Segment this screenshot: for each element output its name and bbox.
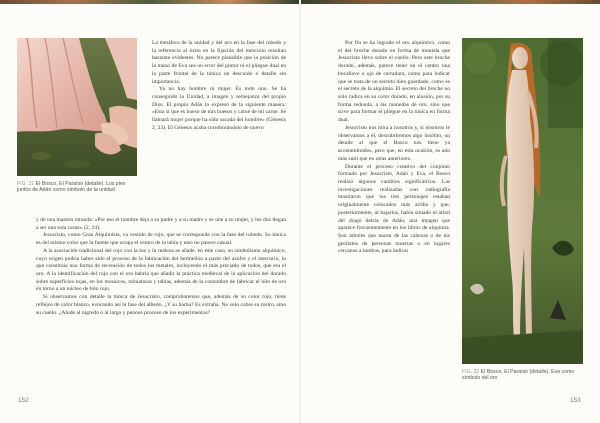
page-number-right: 153	[570, 397, 581, 404]
paragraph: y de una manera rotunda: «Por eso el hombre deja a su padre y a su madre y se une a su mujer, y los dos llegan a ser una sola carne» (2, 24).	[36, 217, 286, 231]
paragraph: Por fin se ha logrado el oro alquímico, como el del broche dorado en forma de moneda que Jesucristo lleva sobre el cuello. Pero este broche dorado, además, parece tener en el centro una bocallave u ojo de cerradura, como para indicar que se trata de un secreto bien guardado, como es el secreto de la alquimia. El secreto del broche no solo radica en su color dorado, en alusión, por su forma redonda, a las monedas de oro, sino que sirve para formar el pliegue en la túnica en forma dual.	[338, 40, 450, 124]
right-column-text	[338, 40, 450, 256]
paragraph: Durante el proceso creativo del conjunto formado por Jesucristo, Adán y Eva, el Bosco realizó algunos cambios significativos. Las investigaciones realizadas con radiografía mostraron que los tres personajes estaban originalmente colocados más arriba y que, posteriormente, al bajarlos, había situado el árbol del drago detrás de Adán, una imagen que aparece frecuentemente en los libros de alquimia. Son árboles que nacen de las cabezas o de los genitales de personas muertas o en lugares cercanos a tumbas, para indicar	[338, 163, 450, 255]
paragraph: Ya no hay hombre ni mujer. Es todo uno. Se ha conseguido la Unidad, a imagen y semejanza del propio Dios. El propio Adán lo expresó de la siguiente manera: «Esta sí que es hueso de mis huesos y carne de mi carne. Se llamará mujer porque ha sido sacada del hombre» (Génesis 2, 23). El Génesis acaba corroborándolo de nuevo	[152, 86, 286, 131]
painting-detail-adam-feet	[17, 38, 137, 176]
painting-detail-eve	[462, 38, 583, 364]
book-gutter	[299, 0, 301, 423]
paragraph: Jesucristo nos mira a nosotros y, si nosotros le observamos a él, descubriremos algo insólito, un detalle al que el Bosco nos tiene ya acostumbrados, pero que, en esta ocasión, es aún más sutil que en otras anteriores.	[338, 124, 450, 162]
figure-caption-31	[17, 181, 139, 194]
paragraph: La metáfora de la unidad y del oro en la fase del rubedo y la referencia al éxito en la fijación del mercurio resultan bastante evidentes. No parece plausible que la posición de la mano de Eva sea un error del pintor ni el pliegue dual en la parte frontal de la túnica un descuido o detalle sin importancia.	[152, 40, 286, 85]
left-column-wide-text	[36, 217, 286, 317]
caption-text: El Bosco, El Paraíso (detalle). Eva como símbolo del oro	[462, 369, 575, 382]
painting-feet-illustration	[17, 38, 137, 176]
paragraph: A la asociación tradicional del rojo con la luz y la realeza se añade, en este caso, su simbolismo alquímico, cuyo origen podría haber sido el proceso de la fabricación del bermellón a partir del azufre y el mercurio, lo que constituía una forma de recreación de todos los metales, incluyendo el más preciado de todos, que era el oro. A la identificación del rojo con el oro habría que añadir la práctica medieval de la aplicación del dorado sobre superficies rojas, en los mosaicos, miniaturas y tablas, además de la costumbre de fabricar el hilo de oro en torno a un núcleo de hilo rojo.	[36, 247, 286, 293]
figure-caption-32	[462, 369, 583, 382]
caption-text: El Bosco, El Paraíso (detalle). Los pies juntos de Adán como símbolo de la unidad	[17, 181, 126, 194]
caption-label: FIG. 32	[462, 369, 480, 375]
page-number-left: 152	[18, 397, 29, 404]
painting-eve-illustration	[462, 38, 583, 364]
left-column-narrow-text	[152, 40, 286, 133]
caption-label: FIG. 31	[17, 181, 35, 187]
paragraph: Jesucristo, como Gran Alquimista, va vestido de rojo, que se corresponde con la fase del rubedo. Su túnica es del mismo color que la fuente que ocupa el centro de la tabla y esto no parece casual.	[36, 232, 286, 247]
paragraph: Si observamos con detalle la túnica de Jesucristo, comprobaremos que, además de su color rojo, tiene reflejos de color blanco, evocando así la fase del albedo. ¿Y su barba? Es extraña. No solo cubre su rostro, sino su cuello. ¿Alude al nigredo o al largo y penoso proceso de los experimentos?	[36, 294, 286, 316]
